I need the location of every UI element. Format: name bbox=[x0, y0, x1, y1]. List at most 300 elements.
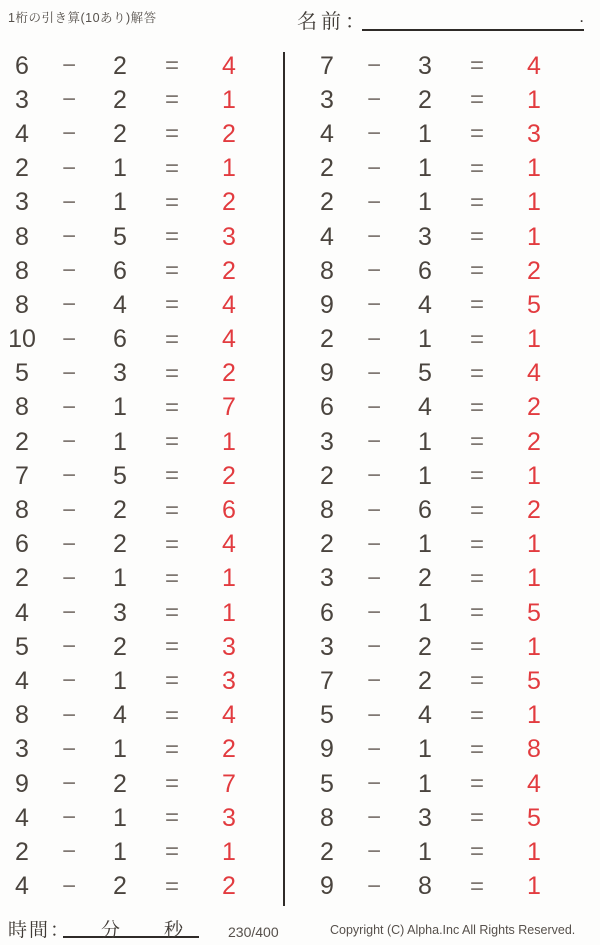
problem-row bbox=[0, 664, 285, 698]
answer: 1 bbox=[527, 325, 541, 354]
problem-row bbox=[0, 117, 285, 151]
problem-row bbox=[0, 220, 285, 254]
subtrahend: 1 bbox=[113, 393, 127, 422]
minuend: 4 bbox=[320, 119, 334, 148]
minus-sign: − bbox=[366, 120, 381, 148]
minus-sign: − bbox=[366, 564, 381, 592]
answer: 4 bbox=[222, 701, 236, 730]
minuend: 2 bbox=[320, 837, 334, 866]
answer: 1 bbox=[222, 598, 236, 627]
answer: 4 bbox=[527, 359, 541, 388]
minus-sign: − bbox=[61, 428, 76, 456]
minuend: 4 bbox=[15, 598, 29, 627]
equals-sign: = bbox=[164, 359, 179, 387]
subtrahend: 5 bbox=[418, 359, 432, 388]
answer: 3 bbox=[222, 666, 236, 695]
subtrahend: 6 bbox=[113, 325, 127, 354]
subtrahend: 1 bbox=[113, 188, 127, 217]
answer: 2 bbox=[222, 872, 236, 901]
subtrahend: 2 bbox=[113, 119, 127, 148]
answer: 4 bbox=[222, 290, 236, 319]
answer: 1 bbox=[222, 85, 236, 114]
subtrahend: 1 bbox=[418, 769, 432, 798]
subtrahend: 4 bbox=[418, 701, 432, 730]
subtrahend: 1 bbox=[113, 735, 127, 764]
subtrahend: 6 bbox=[418, 256, 432, 285]
minuend: 2 bbox=[15, 564, 29, 593]
answer: 1 bbox=[527, 632, 541, 661]
problem-row bbox=[305, 767, 600, 801]
subtrahend: 1 bbox=[418, 154, 432, 183]
minus-sign: − bbox=[61, 872, 76, 900]
answer: 3 bbox=[527, 119, 541, 148]
minuend: 4 bbox=[15, 666, 29, 695]
equals-sign: = bbox=[164, 120, 179, 148]
minus-sign: − bbox=[366, 154, 381, 182]
problem-row bbox=[0, 288, 285, 322]
problem-row bbox=[305, 596, 600, 630]
problem-row bbox=[0, 493, 285, 527]
minus-sign: − bbox=[61, 462, 76, 490]
equals-sign: = bbox=[164, 872, 179, 900]
minuend: 8 bbox=[15, 256, 29, 285]
minuend: 6 bbox=[320, 393, 334, 422]
minuend: 8 bbox=[15, 393, 29, 422]
minus-sign: − bbox=[366, 872, 381, 900]
answer: 2 bbox=[527, 393, 541, 422]
answer: 2 bbox=[527, 496, 541, 525]
subtrahend: 1 bbox=[418, 325, 432, 354]
problem-row bbox=[305, 323, 600, 357]
equals-sign: = bbox=[469, 770, 484, 798]
minuend: 6 bbox=[320, 598, 334, 627]
subtrahend: 5 bbox=[113, 461, 127, 490]
equals-sign: = bbox=[469, 257, 484, 285]
equals-sign: = bbox=[469, 52, 484, 80]
answer: 1 bbox=[527, 872, 541, 901]
answer: 2 bbox=[527, 427, 541, 456]
minus-sign: − bbox=[61, 770, 76, 798]
answer: 1 bbox=[527, 188, 541, 217]
equals-sign: = bbox=[469, 838, 484, 866]
problem-row bbox=[305, 664, 600, 698]
problem-row bbox=[305, 254, 600, 288]
problem-row bbox=[0, 391, 285, 425]
subtrahend: 1 bbox=[113, 837, 127, 866]
problems-column-right bbox=[285, 49, 600, 905]
problem-row bbox=[305, 220, 600, 254]
answer: 1 bbox=[527, 701, 541, 730]
equals-sign: = bbox=[164, 667, 179, 695]
problem-row bbox=[0, 870, 285, 904]
equals-sign: = bbox=[469, 599, 484, 627]
time-input-line[interactable] bbox=[63, 908, 199, 941]
minus-sign: − bbox=[61, 838, 76, 866]
subtrahend: 2 bbox=[113, 632, 127, 661]
problem-row bbox=[305, 733, 600, 767]
equals-sign: = bbox=[469, 188, 484, 216]
minuend: 3 bbox=[15, 188, 29, 217]
minuend: 10 bbox=[8, 325, 36, 354]
subtrahend: 4 bbox=[418, 290, 432, 319]
problem-row bbox=[0, 733, 285, 767]
page-number: 230/400 bbox=[228, 924, 279, 940]
problem-row bbox=[305, 117, 600, 151]
minus-sign: − bbox=[61, 599, 76, 627]
equals-sign: = bbox=[469, 633, 484, 661]
minuend: 7 bbox=[15, 461, 29, 490]
minus-sign: − bbox=[366, 462, 381, 490]
answer: 2 bbox=[527, 256, 541, 285]
problem-row bbox=[0, 49, 285, 83]
equals-sign: = bbox=[469, 735, 484, 763]
answer: 4 bbox=[222, 325, 236, 354]
answer: 8 bbox=[527, 735, 541, 764]
minuend: 8 bbox=[15, 496, 29, 525]
subtrahend: 3 bbox=[418, 51, 432, 80]
equals-sign: = bbox=[164, 462, 179, 490]
equals-sign: = bbox=[469, 154, 484, 182]
minus-sign: − bbox=[366, 496, 381, 524]
subtrahend: 1 bbox=[113, 154, 127, 183]
equals-sign: = bbox=[164, 428, 179, 456]
equals-sign: = bbox=[469, 223, 484, 251]
minuend: 2 bbox=[320, 325, 334, 354]
minuend: 8 bbox=[15, 290, 29, 319]
subtrahend: 1 bbox=[418, 188, 432, 217]
subtrahend: 4 bbox=[113, 701, 127, 730]
minus-sign: − bbox=[61, 359, 76, 387]
problem-row bbox=[305, 425, 600, 459]
subtrahend: 1 bbox=[418, 427, 432, 456]
answer: 1 bbox=[527, 461, 541, 490]
equals-sign: = bbox=[164, 154, 179, 182]
subtrahend: 1 bbox=[113, 803, 127, 832]
equals-sign: = bbox=[164, 496, 179, 524]
minus-sign: − bbox=[366, 838, 381, 866]
minuend: 6 bbox=[15, 51, 29, 80]
minuend: 4 bbox=[15, 119, 29, 148]
answer: 4 bbox=[222, 51, 236, 80]
page-title: 1桁の引き算(10あり)解答 bbox=[8, 11, 157, 25]
answer: 5 bbox=[527, 803, 541, 832]
name-label: 名前： bbox=[297, 11, 369, 33]
answer: 5 bbox=[527, 290, 541, 319]
minus-sign: − bbox=[366, 633, 381, 661]
equals-sign: = bbox=[164, 701, 179, 729]
minuend: 3 bbox=[320, 85, 334, 114]
minus-sign: − bbox=[61, 257, 76, 285]
minuend: 4 bbox=[15, 803, 29, 832]
minuend: 5 bbox=[15, 632, 29, 661]
minuend: 9 bbox=[320, 290, 334, 319]
minus-sign: − bbox=[61, 325, 76, 353]
minuend: 2 bbox=[320, 188, 334, 217]
minuend: 8 bbox=[320, 496, 334, 525]
minus-sign: − bbox=[61, 393, 76, 421]
minus-sign: − bbox=[366, 804, 381, 832]
equals-sign: = bbox=[469, 428, 484, 456]
minuend: 5 bbox=[15, 359, 29, 388]
equals-sign: = bbox=[164, 86, 179, 114]
problem-row bbox=[0, 357, 285, 391]
subtrahend: 1 bbox=[418, 837, 432, 866]
subtrahend: 3 bbox=[113, 598, 127, 627]
problem-row bbox=[305, 562, 600, 596]
equals-sign: = bbox=[164, 564, 179, 592]
equals-sign: = bbox=[469, 291, 484, 319]
subtrahend: 3 bbox=[113, 359, 127, 388]
equals-sign: = bbox=[469, 359, 484, 387]
answer: 2 bbox=[222, 188, 236, 217]
minuend: 8 bbox=[15, 222, 29, 251]
problem-row bbox=[0, 83, 285, 117]
name-input-line[interactable]: . bbox=[362, 2, 584, 31]
answer: 6 bbox=[222, 496, 236, 525]
minuend: 3 bbox=[320, 564, 334, 593]
minus-sign: − bbox=[366, 257, 381, 285]
answer: 7 bbox=[222, 393, 236, 422]
equals-sign: = bbox=[469, 564, 484, 592]
equals-sign: = bbox=[469, 496, 484, 524]
minutes-label: 分 bbox=[101, 920, 121, 941]
answer: 2 bbox=[222, 735, 236, 764]
problem-row bbox=[0, 459, 285, 493]
minus-sign: − bbox=[366, 530, 381, 558]
problem-row bbox=[305, 870, 600, 904]
problem-row bbox=[0, 152, 285, 186]
minuend: 6 bbox=[15, 530, 29, 559]
equals-sign: = bbox=[469, 701, 484, 729]
minus-sign: − bbox=[61, 86, 76, 114]
minus-sign: − bbox=[61, 188, 76, 216]
problem-row bbox=[305, 835, 600, 869]
equals-sign: = bbox=[164, 530, 179, 558]
minus-sign: − bbox=[366, 735, 381, 763]
subtrahend: 1 bbox=[418, 598, 432, 627]
answer: 1 bbox=[527, 530, 541, 559]
minus-sign: − bbox=[61, 154, 76, 182]
equals-sign: = bbox=[469, 393, 484, 421]
minuend: 4 bbox=[15, 872, 29, 901]
answer: 1 bbox=[222, 837, 236, 866]
problem-row bbox=[305, 49, 600, 83]
minus-sign: − bbox=[366, 428, 381, 456]
problem-row bbox=[305, 357, 600, 391]
minus-sign: − bbox=[366, 359, 381, 387]
subtrahend: 1 bbox=[418, 461, 432, 490]
equals-sign: = bbox=[164, 735, 179, 763]
answer: 3 bbox=[222, 803, 236, 832]
minus-sign: − bbox=[61, 564, 76, 592]
answer: 4 bbox=[222, 530, 236, 559]
minuend: 2 bbox=[15, 427, 29, 456]
minuend: 2 bbox=[320, 461, 334, 490]
equals-sign: = bbox=[469, 530, 484, 558]
equals-sign: = bbox=[469, 462, 484, 490]
subtrahend: 2 bbox=[113, 769, 127, 798]
answer: 1 bbox=[222, 427, 236, 456]
problem-row bbox=[0, 562, 285, 596]
problem-row bbox=[305, 288, 600, 322]
subtrahend: 2 bbox=[418, 666, 432, 695]
equals-sign: = bbox=[164, 770, 179, 798]
answer: 5 bbox=[527, 666, 541, 695]
minus-sign: − bbox=[61, 120, 76, 148]
subtrahend: 6 bbox=[418, 496, 432, 525]
subtrahend: 1 bbox=[113, 666, 127, 695]
subtrahend: 1 bbox=[418, 735, 432, 764]
time-label: 時間： bbox=[8, 920, 72, 941]
minuend: 4 bbox=[320, 222, 334, 251]
minus-sign: − bbox=[61, 530, 76, 558]
problem-row bbox=[0, 425, 285, 459]
subtrahend: 2 bbox=[418, 564, 432, 593]
problem-row bbox=[0, 801, 285, 835]
subtrahend: 3 bbox=[418, 222, 432, 251]
problem-row bbox=[0, 528, 285, 562]
equals-sign: = bbox=[164, 804, 179, 832]
equals-sign: = bbox=[164, 393, 179, 421]
minuend: 8 bbox=[320, 803, 334, 832]
minuend: 2 bbox=[15, 837, 29, 866]
answer: 3 bbox=[222, 632, 236, 661]
subtrahend: 2 bbox=[113, 530, 127, 559]
answer: 1 bbox=[527, 222, 541, 251]
minus-sign: − bbox=[61, 496, 76, 524]
problem-row bbox=[305, 630, 600, 664]
subtrahend: 3 bbox=[418, 803, 432, 832]
subtrahend: 4 bbox=[113, 290, 127, 319]
problem-row bbox=[305, 801, 600, 835]
answer: 2 bbox=[222, 461, 236, 490]
subtrahend: 5 bbox=[113, 222, 127, 251]
answer: 2 bbox=[222, 119, 236, 148]
equals-sign: = bbox=[469, 667, 484, 695]
equals-sign: = bbox=[469, 325, 484, 353]
minuend: 9 bbox=[320, 359, 334, 388]
minuend: 3 bbox=[320, 427, 334, 456]
subtrahend: 2 bbox=[418, 85, 432, 114]
problem-row bbox=[305, 152, 600, 186]
answer: 1 bbox=[527, 564, 541, 593]
subtrahend: 2 bbox=[113, 51, 127, 80]
equals-sign: = bbox=[469, 804, 484, 832]
answer: 1 bbox=[527, 85, 541, 114]
equals-sign: = bbox=[164, 838, 179, 866]
minus-sign: − bbox=[61, 701, 76, 729]
minus-sign: − bbox=[366, 86, 381, 114]
problems-column-left bbox=[0, 49, 285, 905]
answer: 4 bbox=[527, 769, 541, 798]
subtrahend: 6 bbox=[113, 256, 127, 285]
answer: 1 bbox=[527, 154, 541, 183]
subtrahend: 1 bbox=[418, 119, 432, 148]
subtrahend: 2 bbox=[113, 85, 127, 114]
minus-sign: − bbox=[61, 633, 76, 661]
minus-sign: − bbox=[61, 667, 76, 695]
minus-sign: − bbox=[366, 701, 381, 729]
answer: 2 bbox=[222, 256, 236, 285]
equals-sign: = bbox=[164, 599, 179, 627]
minus-sign: − bbox=[366, 599, 381, 627]
subtrahend: 2 bbox=[418, 632, 432, 661]
problem-row bbox=[0, 835, 285, 869]
minus-sign: − bbox=[366, 770, 381, 798]
equals-sign: = bbox=[469, 872, 484, 900]
problem-row bbox=[0, 254, 285, 288]
minus-sign: − bbox=[366, 188, 381, 216]
equals-sign: = bbox=[164, 223, 179, 251]
subtrahend: 2 bbox=[113, 872, 127, 901]
minuend: 8 bbox=[15, 701, 29, 730]
minus-sign: − bbox=[366, 223, 381, 251]
minuend: 7 bbox=[320, 51, 334, 80]
answer: 1 bbox=[527, 837, 541, 866]
answer: 1 bbox=[222, 564, 236, 593]
minus-sign: − bbox=[366, 291, 381, 319]
subtrahend: 2 bbox=[113, 496, 127, 525]
subtrahend: 4 bbox=[418, 393, 432, 422]
copyright-text: Copyright (C) Alpha.Inc All Rights Reserved. bbox=[330, 923, 576, 937]
minuend: 8 bbox=[320, 256, 334, 285]
seconds-label: 秒 bbox=[164, 920, 184, 941]
problem-row bbox=[0, 596, 285, 630]
minus-sign: − bbox=[61, 291, 76, 319]
minuend: 2 bbox=[320, 154, 334, 183]
equals-sign: = bbox=[164, 188, 179, 216]
subtrahend: 1 bbox=[418, 530, 432, 559]
answer: 3 bbox=[222, 222, 236, 251]
problem-row bbox=[0, 699, 285, 733]
equals-sign: = bbox=[164, 633, 179, 661]
answer: 1 bbox=[222, 154, 236, 183]
minuend: 2 bbox=[15, 154, 29, 183]
minuend: 9 bbox=[320, 735, 334, 764]
answer: 5 bbox=[527, 598, 541, 627]
problem-row bbox=[305, 186, 600, 220]
equals-sign: = bbox=[469, 86, 484, 114]
minus-sign: − bbox=[366, 393, 381, 421]
equals-sign: = bbox=[164, 325, 179, 353]
minuend: 2 bbox=[320, 530, 334, 559]
minus-sign: − bbox=[61, 52, 76, 80]
answer: 7 bbox=[222, 769, 236, 798]
problem-row bbox=[305, 528, 600, 562]
problem-row bbox=[305, 83, 600, 117]
minuend: 9 bbox=[320, 872, 334, 901]
minuend: 5 bbox=[320, 701, 334, 730]
subtrahend: 8 bbox=[418, 872, 432, 901]
problem-row bbox=[305, 459, 600, 493]
equals-sign: = bbox=[469, 120, 484, 148]
minuend: 7 bbox=[320, 666, 334, 695]
minus-sign: − bbox=[61, 735, 76, 763]
minus-sign: − bbox=[366, 667, 381, 695]
minuend: 9 bbox=[15, 769, 29, 798]
minus-sign: − bbox=[366, 52, 381, 80]
problem-row bbox=[305, 699, 600, 733]
problem-row bbox=[0, 186, 285, 220]
problem-row bbox=[0, 630, 285, 664]
problem-row bbox=[305, 391, 600, 425]
minuend: 3 bbox=[15, 85, 29, 114]
subtrahend: 1 bbox=[113, 427, 127, 456]
equals-sign: = bbox=[164, 52, 179, 80]
footer bbox=[0, 908, 600, 945]
answer: 2 bbox=[222, 359, 236, 388]
equals-sign: = bbox=[164, 291, 179, 319]
